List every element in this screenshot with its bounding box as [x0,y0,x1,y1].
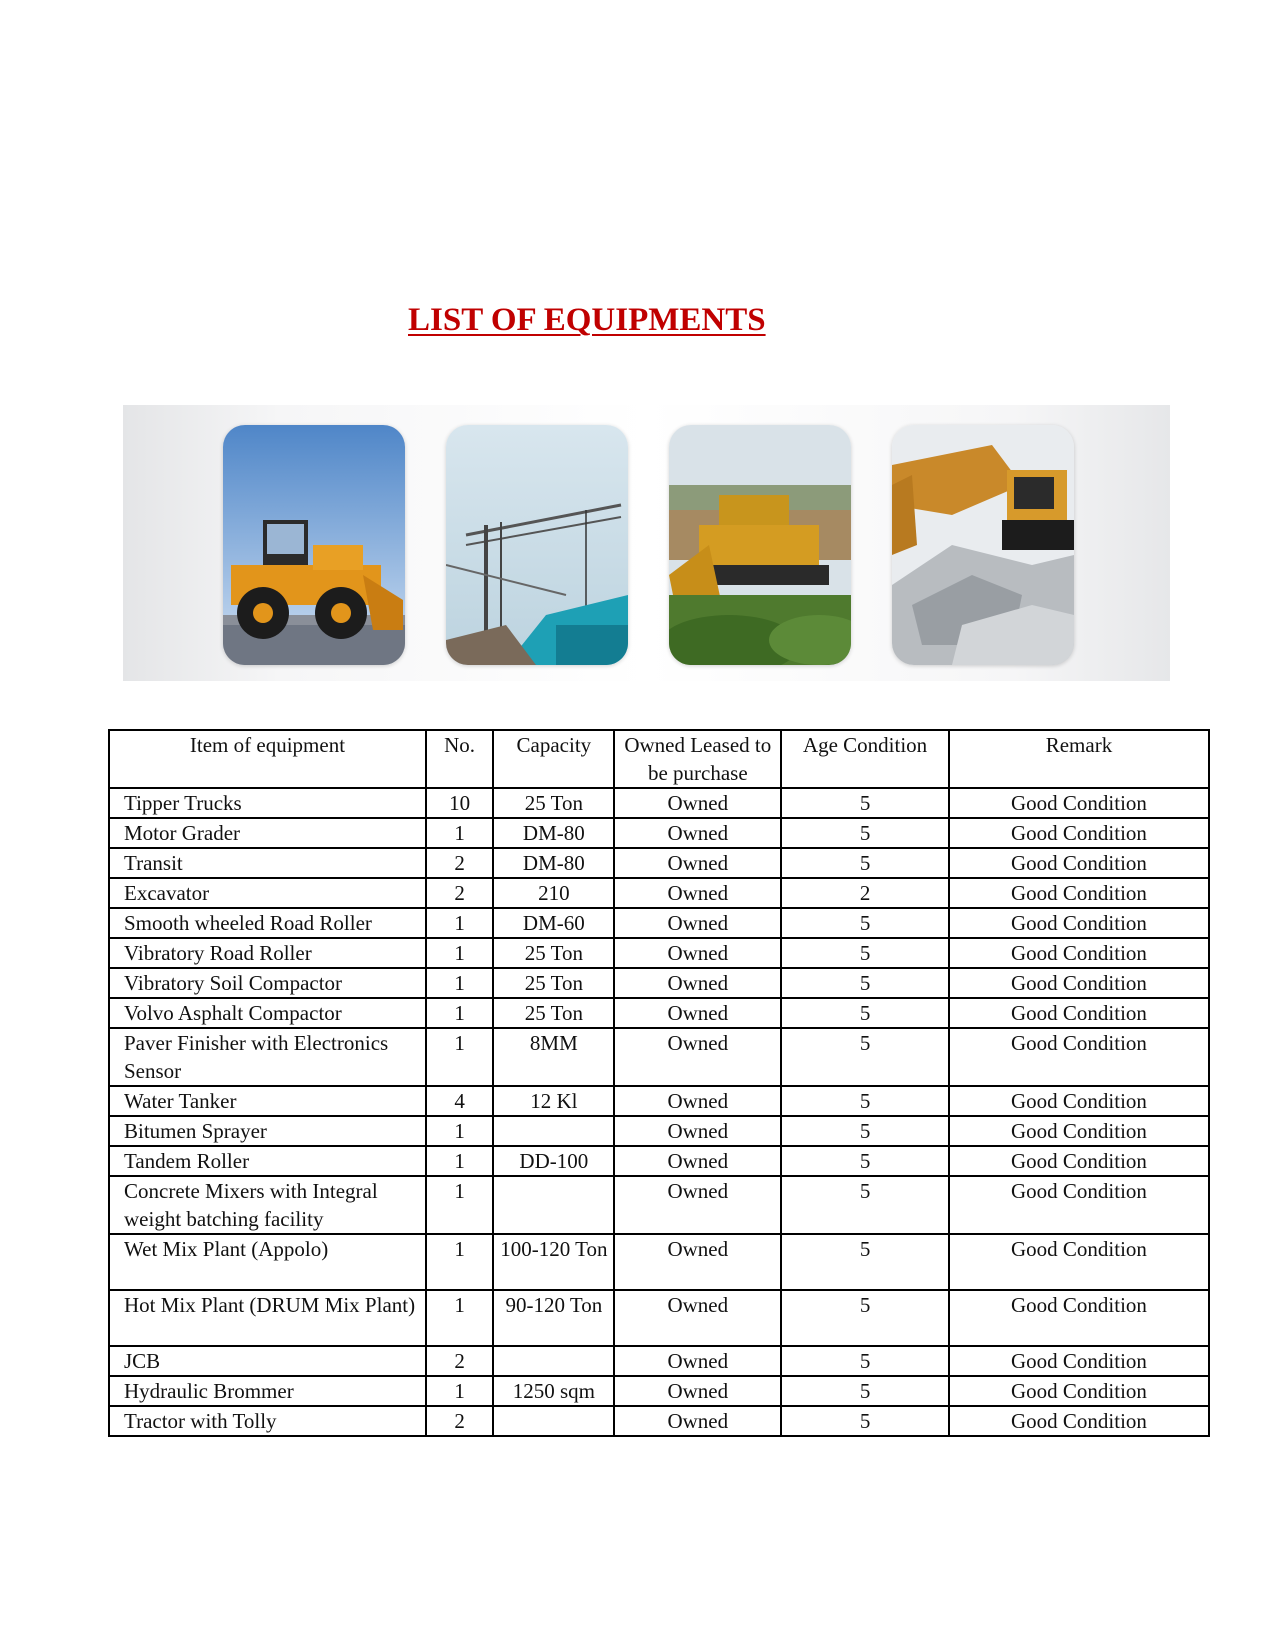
cell-no: 1 [426,938,493,968]
cell-no: 1 [426,1146,493,1176]
cell-capacity: 90-120 Ton [493,1290,614,1346]
cell-owned: Owned [614,1146,781,1176]
cell-no: 1 [426,1376,493,1406]
equipment-photo-banner [123,405,1170,681]
cell-remark: Good Condition [949,788,1209,818]
cell-capacity: DM-60 [493,908,614,938]
cell-item: Tractor with Tolly [109,1406,426,1436]
cell-item: Wet Mix Plant (Appolo) [109,1234,426,1290]
header-remark: Remark [949,730,1209,788]
header-ownership: Owned Leased to be purchase [614,730,781,788]
table-row [109,1146,1209,1176]
cell-capacity: 1250 sqm [493,1376,614,1406]
cell-remark: Good Condition [949,1376,1209,1406]
cell-age: 5 [781,1234,949,1290]
cell-owned: Owned [614,1376,781,1406]
cell-age: 5 [781,998,949,1028]
cell-age: 5 [781,1086,949,1116]
cell-capacity: 100-120 Ton [493,1234,614,1290]
cell-age: 5 [781,788,949,818]
excavator-photo [892,425,1074,665]
header-capacity: Capacity [493,730,614,788]
cell-owned: Owned [614,1290,781,1346]
cell-capacity: 210 [493,878,614,908]
cell-capacity: 25 Ton [493,788,614,818]
cell-no: 2 [426,1406,493,1436]
cell-age: 5 [781,938,949,968]
cell-item: Transit [109,848,426,878]
cell-owned: Owned [614,908,781,938]
cell-item: Vibratory Soil Compactor [109,968,426,998]
cell-remark: Good Condition [949,1346,1209,1376]
cell-remark: Good Condition [949,1116,1209,1146]
cell-remark: Good Condition [949,1406,1209,1436]
cell-remark: Good Condition [949,998,1209,1028]
cell-no: 1 [426,968,493,998]
table-row [109,1086,1209,1116]
table-row [109,1290,1209,1346]
cell-item: Hydraulic Brommer [109,1376,426,1406]
table-row [109,968,1209,998]
bulldozer-photo [669,425,851,665]
cell-capacity: 25 Ton [493,998,614,1028]
table-row [109,938,1209,968]
cell-age: 5 [781,1290,949,1346]
cell-no: 4 [426,1086,493,1116]
cell-age: 5 [781,1376,949,1406]
cell-remark: Good Condition [949,1086,1209,1116]
cell-remark: Good Condition [949,1234,1209,1290]
cell-owned: Owned [614,1176,781,1234]
table-row [109,1176,1209,1234]
cell-item: Bitumen Sprayer [109,1116,426,1146]
page-title: LIST OF EQUIPMENTS [408,302,766,338]
cell-age: 5 [781,848,949,878]
cell-capacity: 12 Kl [493,1086,614,1116]
cell-owned: Owned [614,818,781,848]
table-row [109,998,1209,1028]
table-row [109,878,1209,908]
table-row [109,1234,1209,1290]
cell-capacity [493,1116,614,1146]
cell-item: Excavator [109,878,426,908]
header-age-condition: Age Condition [781,730,949,788]
cell-remark: Good Condition [949,878,1209,908]
cell-capacity: DM-80 [493,818,614,848]
cell-remark: Good Condition [949,938,1209,968]
cell-capacity: 8MM [493,1028,614,1086]
table-row [109,1346,1209,1376]
table-row [109,788,1209,818]
cell-capacity [493,1346,614,1376]
cell-capacity [493,1406,614,1436]
table-row [109,848,1209,878]
cell-owned: Owned [614,968,781,998]
cell-age: 5 [781,1028,949,1086]
cell-age: 5 [781,1406,949,1436]
cell-no: 2 [426,1346,493,1376]
cell-owned: Owned [614,878,781,908]
cell-age: 5 [781,908,949,938]
cell-age: 5 [781,1146,949,1176]
cell-item: Tandem Roller [109,1146,426,1176]
cell-owned: Owned [614,1234,781,1290]
cell-owned: Owned [614,788,781,818]
cell-age: 2 [781,878,949,908]
cell-item: JCB [109,1346,426,1376]
equipment-table [108,729,1210,1437]
table-header-row [109,730,1209,788]
cell-capacity: 25 Ton [493,968,614,998]
table-row [109,818,1209,848]
cell-capacity: 25 Ton [493,938,614,968]
cell-age: 5 [781,1116,949,1146]
cell-item: Motor Grader [109,818,426,848]
cell-remark: Good Condition [949,1176,1209,1234]
cell-owned: Owned [614,848,781,878]
cell-item: Hot Mix Plant (DRUM Mix Plant) [109,1290,426,1346]
cell-capacity [493,1176,614,1234]
cell-capacity: DD-100 [493,1146,614,1176]
header-no: No. [426,730,493,788]
cell-remark: Good Condition [949,1290,1209,1346]
cell-remark: Good Condition [949,1146,1209,1176]
cell-no: 1 [426,1028,493,1086]
cell-no: 1 [426,998,493,1028]
cell-item: Tipper Trucks [109,788,426,818]
table-row [109,908,1209,938]
cell-item: Smooth wheeled Road Roller [109,908,426,938]
cell-age: 5 [781,1176,949,1234]
cell-no: 1 [426,1116,493,1146]
table-row [109,1028,1209,1086]
cell-owned: Owned [614,1406,781,1436]
cell-remark: Good Condition [949,848,1209,878]
cell-remark: Good Condition [949,1028,1209,1086]
table-row [109,1116,1209,1146]
cell-owned: Owned [614,1116,781,1146]
tower-crane-photo [446,425,628,665]
cell-no: 1 [426,1234,493,1290]
cell-remark: Good Condition [949,908,1209,938]
cell-age: 5 [781,968,949,998]
cell-age: 5 [781,818,949,848]
cell-item: Water Tanker [109,1086,426,1116]
cell-item: Volvo Asphalt Compactor [109,998,426,1028]
cell-owned: Owned [614,1086,781,1116]
cell-no: 1 [426,818,493,848]
cell-no: 2 [426,848,493,878]
cell-capacity: DM-80 [493,848,614,878]
wheel-loader-photo [223,425,405,665]
cell-no: 1 [426,908,493,938]
table-row [109,1376,1209,1406]
cell-no: 10 [426,788,493,818]
table-row [109,1406,1209,1436]
cell-no: 2 [426,878,493,908]
cell-owned: Owned [614,1346,781,1376]
cell-item: Vibratory Road Roller [109,938,426,968]
header-item: Item of equipment [109,730,426,788]
cell-remark: Good Condition [949,818,1209,848]
cell-owned: Owned [614,998,781,1028]
cell-no: 1 [426,1290,493,1346]
cell-item: Concrete Mixers with Integral weight batching facility [109,1176,426,1234]
cell-age: 5 [781,1346,949,1376]
cell-owned: Owned [614,938,781,968]
cell-no: 1 [426,1176,493,1234]
cell-remark: Good Condition [949,968,1209,998]
cell-item: Paver Finisher with Electronics Sensor [109,1028,426,1086]
cell-owned: Owned [614,1028,781,1086]
